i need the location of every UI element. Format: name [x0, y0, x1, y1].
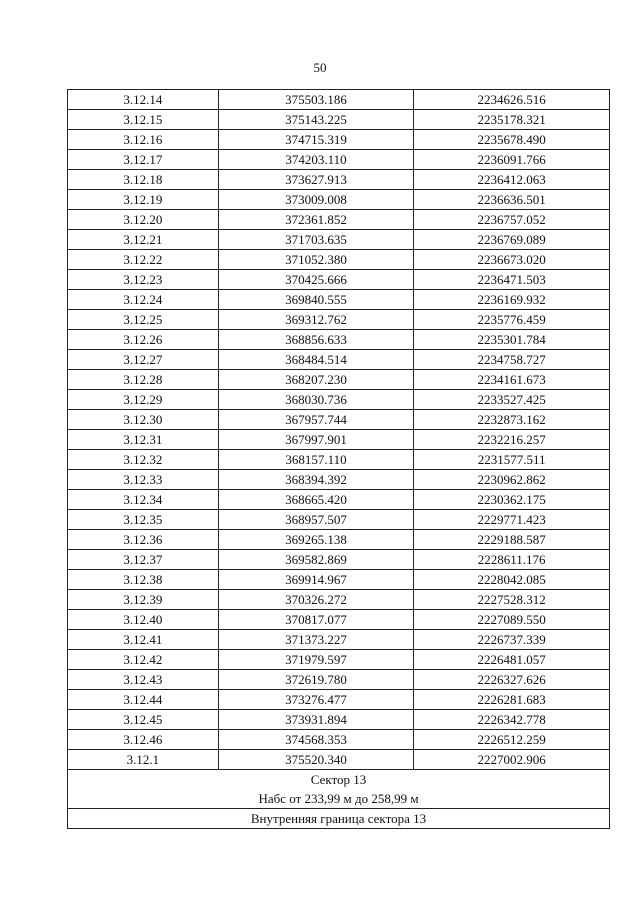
table-row [68, 710, 610, 730]
point-id-cell: 3.12.42 [68, 650, 219, 670]
point-id-cell: 3.12.38 [68, 570, 219, 590]
y-coordinate-cell: 2236636.501 [414, 190, 610, 210]
point-id-cell: 3.12.16 [68, 130, 219, 150]
table-row [68, 630, 610, 650]
y-coordinate-cell: 2226327.626 [414, 670, 610, 690]
sector-header-cell [68, 770, 610, 809]
table-row [68, 650, 610, 670]
point-id-cell: 3.12.32 [68, 450, 219, 470]
table-row [68, 350, 610, 370]
point-id-cell: 3.12.27 [68, 350, 219, 370]
sector-height-range: Набс от 233,99 м до 258,99 м [258, 791, 419, 806]
table-row [68, 670, 610, 690]
y-coordinate-cell: 2236091.766 [414, 150, 610, 170]
x-coordinate-cell: 373627.913 [218, 170, 414, 190]
table-row [68, 390, 610, 410]
table-row [68, 310, 610, 330]
point-id-cell: 3.12.18 [68, 170, 219, 190]
point-id-cell: 3.12.35 [68, 510, 219, 530]
y-coordinate-cell: 2236757.052 [414, 210, 610, 230]
sector-title: Сектор 13 [310, 772, 367, 787]
point-id-cell: 3.12.26 [68, 330, 219, 350]
y-coordinate-cell: 2236673.020 [414, 250, 610, 270]
x-coordinate-cell: 369265.138 [218, 530, 414, 550]
y-coordinate-cell: 2229771.423 [414, 510, 610, 530]
point-id-cell: 3.12.20 [68, 210, 219, 230]
y-coordinate-cell: 2236169.932 [414, 290, 610, 310]
y-coordinate-cell: 2235678.490 [414, 130, 610, 150]
x-coordinate-cell: 368207.230 [218, 370, 414, 390]
y-coordinate-cell: 2233527.425 [414, 390, 610, 410]
point-id-cell: 3.12.29 [68, 390, 219, 410]
x-coordinate-cell: 371373.227 [218, 630, 414, 650]
table-row [68, 570, 610, 590]
y-coordinate-cell: 2230962.862 [414, 470, 610, 490]
point-id-cell: 3.12.34 [68, 490, 219, 510]
point-id-cell: 3.12.41 [68, 630, 219, 650]
coordinates-table [67, 89, 610, 829]
table-row [68, 490, 610, 510]
y-coordinate-cell: 2227002.906 [414, 750, 610, 770]
y-coordinate-cell: 2226281.683 [414, 690, 610, 710]
table-row [68, 150, 610, 170]
point-id-cell: 3.12.31 [68, 430, 219, 450]
x-coordinate-cell: 373276.477 [218, 690, 414, 710]
point-id-cell: 3.12.39 [68, 590, 219, 610]
table-row [68, 530, 610, 550]
x-coordinate-cell: 368484.514 [218, 350, 414, 370]
y-coordinate-cell: 2226512.259 [414, 730, 610, 750]
x-coordinate-cell: 368157.110 [218, 450, 414, 470]
table-row [68, 170, 610, 190]
point-id-cell: 3.12.37 [68, 550, 219, 570]
table-row [68, 190, 610, 210]
x-coordinate-cell: 373931.894 [218, 710, 414, 730]
x-coordinate-cell: 371703.635 [218, 230, 414, 250]
table-row [68, 750, 610, 770]
point-id-cell: 3.12.43 [68, 670, 219, 690]
table-row [68, 610, 610, 630]
y-coordinate-cell: 2236769.089 [414, 230, 610, 250]
x-coordinate-cell: 367997.901 [218, 430, 414, 450]
y-coordinate-cell: 2235776.459 [414, 310, 610, 330]
table-row [68, 550, 610, 570]
point-id-cell: 3.12.22 [68, 250, 219, 270]
point-id-cell: 3.12.25 [68, 310, 219, 330]
point-id-cell: 3.12.24 [68, 290, 219, 310]
table-row [68, 230, 610, 250]
x-coordinate-cell: 368394.392 [218, 470, 414, 490]
x-coordinate-cell: 368856.633 [218, 330, 414, 350]
y-coordinate-cell: 2229188.587 [414, 530, 610, 550]
point-id-cell: 3.12.14 [68, 90, 219, 110]
x-coordinate-cell: 369582.869 [218, 550, 414, 570]
table-row [68, 210, 610, 230]
y-coordinate-cell: 2232216.257 [414, 430, 610, 450]
point-id-cell: 3.12.45 [68, 710, 219, 730]
point-id-cell: 3.12.21 [68, 230, 219, 250]
sector-boundary-row [68, 809, 610, 829]
point-id-cell: 3.12.30 [68, 410, 219, 430]
point-id-cell: 3.12.19 [68, 190, 219, 210]
y-coordinate-cell: 2234626.516 [414, 90, 610, 110]
coordinates-table-body [68, 90, 610, 770]
y-coordinate-cell: 2226737.339 [414, 630, 610, 650]
y-coordinate-cell: 2234161.673 [414, 370, 610, 390]
x-coordinate-cell: 369914.967 [218, 570, 414, 590]
x-coordinate-cell: 369312.762 [218, 310, 414, 330]
point-id-cell: 3.12.28 [68, 370, 219, 390]
x-coordinate-cell: 368957.507 [218, 510, 414, 530]
x-coordinate-cell: 370425.666 [218, 270, 414, 290]
table-row [68, 130, 610, 150]
x-coordinate-cell: 371979.597 [218, 650, 414, 670]
sector-boundary-label: Внутренняя граница сектора 13 [68, 809, 610, 829]
x-coordinate-cell: 373009.008 [218, 190, 414, 210]
x-coordinate-cell: 367957.744 [218, 410, 414, 430]
y-coordinate-cell: 2228611.176 [414, 550, 610, 570]
y-coordinate-cell: 2227089.550 [414, 610, 610, 630]
x-coordinate-cell: 368030.736 [218, 390, 414, 410]
y-coordinate-cell: 2231577.511 [414, 450, 610, 470]
point-id-cell: 3.12.44 [68, 690, 219, 710]
table-row [68, 250, 610, 270]
y-coordinate-cell: 2232873.162 [414, 410, 610, 430]
point-id-cell: 3.12.23 [68, 270, 219, 290]
table-row [68, 590, 610, 610]
x-coordinate-cell: 372619.780 [218, 670, 414, 690]
table-row [68, 330, 610, 350]
x-coordinate-cell: 369840.555 [218, 290, 414, 310]
y-coordinate-cell: 2236471.503 [414, 270, 610, 290]
x-coordinate-cell: 375143.225 [218, 110, 414, 130]
x-coordinate-cell: 375520.340 [218, 750, 414, 770]
table-row [68, 470, 610, 490]
table-row [68, 510, 610, 530]
table-row [68, 430, 610, 450]
table-row [68, 690, 610, 710]
table-row [68, 410, 610, 430]
x-coordinate-cell: 374568.353 [218, 730, 414, 750]
x-coordinate-cell: 370326.272 [218, 590, 414, 610]
point-id-cell: 3.12.15 [68, 110, 219, 130]
x-coordinate-cell: 371052.380 [218, 250, 414, 270]
y-coordinate-cell: 2235301.784 [414, 330, 610, 350]
y-coordinate-cell: 2226342.778 [414, 710, 610, 730]
x-coordinate-cell: 375503.186 [218, 90, 414, 110]
point-id-cell: 3.12.1 [68, 750, 219, 770]
x-coordinate-cell: 370817.077 [218, 610, 414, 630]
x-coordinate-cell: 368665.420 [218, 490, 414, 510]
sector-section [68, 770, 610, 829]
point-id-cell: 3.12.40 [68, 610, 219, 630]
table-row [68, 450, 610, 470]
point-id-cell: 3.12.46 [68, 730, 219, 750]
x-coordinate-cell: 374203.110 [218, 150, 414, 170]
x-coordinate-cell: 372361.852 [218, 210, 414, 230]
table-row [68, 730, 610, 750]
y-coordinate-cell: 2227528.312 [414, 590, 610, 610]
y-coordinate-cell: 2230362.175 [414, 490, 610, 510]
x-coordinate-cell: 374715.319 [218, 130, 414, 150]
table-row [68, 90, 610, 110]
page-number: 50 [313, 60, 327, 75]
y-coordinate-cell: 2228042.085 [414, 570, 610, 590]
table-row [68, 110, 610, 130]
table-row [68, 290, 610, 310]
point-id-cell: 3.12.17 [68, 150, 219, 170]
table-row [68, 370, 610, 390]
y-coordinate-cell: 2226481.057 [414, 650, 610, 670]
y-coordinate-cell: 2235178.321 [414, 110, 610, 130]
table-row [68, 270, 610, 290]
sector-header-row [68, 770, 610, 809]
point-id-cell: 3.12.33 [68, 470, 219, 490]
y-coordinate-cell: 2236412.063 [414, 170, 610, 190]
point-id-cell: 3.12.36 [68, 530, 219, 550]
y-coordinate-cell: 2234758.727 [414, 350, 610, 370]
